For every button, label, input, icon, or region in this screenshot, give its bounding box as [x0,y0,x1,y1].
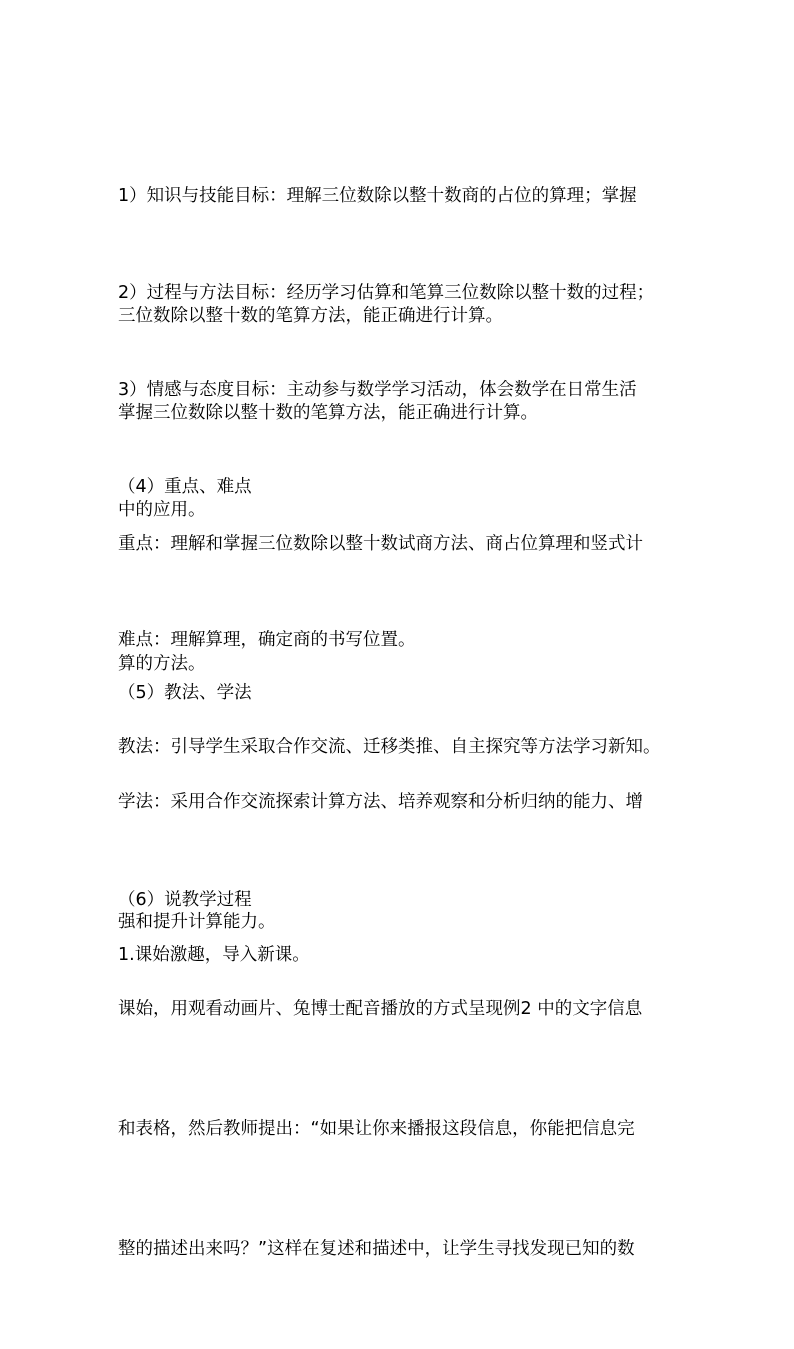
text-line: 1.课始激趣，导入新课。 [118,945,310,965]
text-line: 整的描述出来吗？”这样在复述和描述中，让学生寻找发现已知的数 [118,1239,635,1259]
text-line: 学法：采用合作交流探索计算方法、培养观察和分析归纳的能力、增 [118,792,643,812]
text-line: 1）知识与技能目标：理解三位数除以整十数商的占位的算理；掌握 [118,186,637,206]
text-line: 3）情感与态度目标：主动参与数学学习活动，体会数学在日常生活 [118,380,637,400]
text-line: 教法：引导学生采取合作交流、迁移类推、自主探究等方法学习新知。 [118,737,661,757]
text-line: （6）说教学过程 [118,890,252,910]
text-line: 掌握三位数除以整十数的笔算方法，能正确进行计算。 [118,403,538,423]
text-line: 三位数除以整十数的笔算方法，能正确进行计算。 [118,306,503,326]
text-line: 课始，用观看动画片、兔博士配音播放的方式呈现例2 中的文字信息 [118,999,643,1019]
paragraph-step-1-body [118,909,678,1349]
text-line: （4）重点、难点 [118,477,252,497]
text-line: （5）教法、学法 [118,683,252,703]
text-line: 难点：理解算理，确定商的书写位置。 [118,630,416,650]
text-line: 重点：理解和掌握三位数除以整十数试商方法、商占位算理和竖式计 [118,534,643,554]
text-line: 算的方法。 [118,654,206,674]
text-line: 2）过程与方法目标：经历学习估算和笔算三位数除以整十数的过程； [118,283,655,303]
text-line: 中的应用。 [118,500,206,520]
text-line: 和表格，然后教师提出：“如果让你来播报这段信息，你能把信息完 [118,1119,635,1139]
text-line: 强和提升计算能力。 [118,912,276,932]
